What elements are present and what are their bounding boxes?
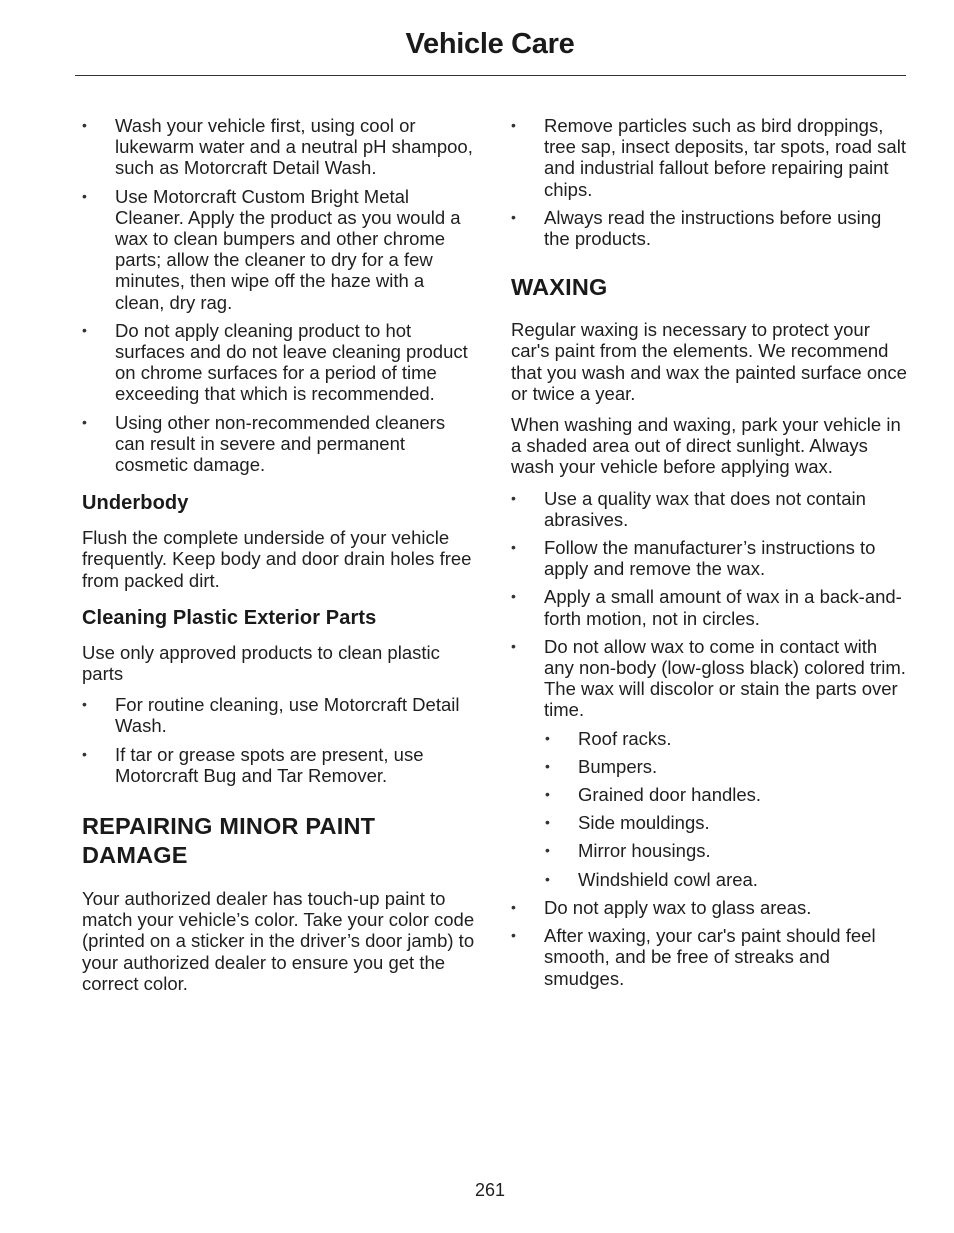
bullet-icon: • xyxy=(545,842,550,859)
bullet-icon: • xyxy=(545,814,550,831)
plastic-parts-text: Use only approved products to clean plastic parts xyxy=(82,641,440,685)
list-item: • Always read the instructions before using the products. xyxy=(511,206,882,250)
list-item: • Use Motorcraft Custom Bright Metal Cleaner. Apply the product as you would a wax to clean bumpers and other chrome parts; allow the cleaner to dry for a few minutes, then wipe off the haze with a clean, dry rag. xyxy=(82,185,461,313)
bullet-icon: • xyxy=(511,898,516,915)
bullet-icon: • xyxy=(511,637,516,654)
bullet-icon: • xyxy=(511,489,516,506)
bullet-icon: • xyxy=(82,745,87,762)
list-item: • Side mouldings. xyxy=(545,812,710,834)
trim-parts-nested-list xyxy=(511,728,911,890)
bullet-icon: • xyxy=(511,117,516,133)
list-item: • If tar or grease spots are present, use Motorcraft Bug and Tar Remover. xyxy=(82,743,424,786)
bullet-icon: • xyxy=(82,117,87,133)
bullet-icon: • xyxy=(511,208,516,225)
underbody-text: Flush the complete underside of your vehicle frequently. Keep body and door drain holes free from packed dirt. xyxy=(82,527,472,591)
bullet-icon: • xyxy=(82,321,87,338)
list-item: • Do not allow wax to come in contact with any non-body (low-gloss black) colored trim. The wax will discolor or stain the parts over time. xyxy=(511,635,906,721)
list-item: • Remove particles such as bird droppings, tree sap, insect deposits, tar spots, road salt and industrial fallout before repairing paint chips. xyxy=(511,115,906,200)
plastic-parts-bullet-list xyxy=(82,694,476,786)
plastic-parts-heading: Cleaning Plastic Exterior Parts xyxy=(82,606,377,629)
list-item: • Roof racks. xyxy=(545,727,672,749)
list-item: • Wash your vehicle first, using cool or lukewarm water and a neutral pH shampoo, such as Motorcraft Detail Wash. xyxy=(82,115,473,179)
bullet-icon: • xyxy=(82,696,87,713)
paint-chip-bullet-list xyxy=(511,115,911,249)
bullet-icon: • xyxy=(511,927,516,944)
repair-paint-text: Your authorized dealer has touch-up paint to match your vehicle’s color. Take your color code (printed on a sticker in the driver’s door jamb) to your authorized dealer to ensure you get the correct color. xyxy=(82,888,475,994)
waxing-heading: WAXING xyxy=(511,274,608,301)
list-item: • After waxing, your car's paint should feel smooth, and be free of streaks and smudges. xyxy=(511,925,876,989)
cleaning-bullet-list xyxy=(82,115,476,475)
page-title: Vehicle Care xyxy=(405,28,575,60)
bullet-icon: • xyxy=(545,870,550,887)
header-divider xyxy=(75,75,906,76)
list-item: • Windshield cowl area. xyxy=(545,868,758,890)
list-item: • Use a quality wax that does not contain abrasives. xyxy=(511,487,866,530)
list-item: • Using other non-recommended cleaners can result in severe and permanent cosmetic damage. xyxy=(82,411,446,476)
waxing-paragraph-1: Regular waxing is necessary to protect your car's paint from the elements. We recommend that you wash and wax the painted surface once or twice a year. xyxy=(511,319,907,404)
bullet-icon: • xyxy=(545,757,550,774)
list-item: • Grained door handles. xyxy=(545,784,762,806)
bullet-icon: • xyxy=(82,187,87,204)
list-item: • Follow the manufacturer’s instructions to apply and remove the wax. xyxy=(511,537,876,580)
bullet-icon: • xyxy=(545,729,550,746)
underbody-heading: Underbody xyxy=(82,492,189,515)
left-column xyxy=(82,115,476,1004)
repair-paint-heading: REPAIRING MINOR PAINT DAMAGE xyxy=(82,813,376,869)
list-item: • Apply a small amount of wax in a back-and-forth motion, not in circles. xyxy=(511,586,902,629)
waxing-bullet-list xyxy=(511,488,911,721)
list-item: • Do not apply wax to glass areas. xyxy=(511,896,812,918)
list-item: • Do not apply cleaning product to hot surfaces and do not leave cleaning product on chrome surfaces for a period of time exceeding that which is recommended. xyxy=(82,319,468,405)
bullet-icon: • xyxy=(82,413,87,430)
bullet-icon: • xyxy=(511,539,516,556)
bullet-icon: • xyxy=(511,588,516,605)
list-item: • Mirror housings. xyxy=(545,840,711,862)
waxing-final-bullet-list xyxy=(511,897,911,989)
right-column xyxy=(511,115,911,996)
page-number: 261 xyxy=(474,1180,506,1200)
list-item: • Bumpers. xyxy=(545,755,658,777)
bullet-icon: • xyxy=(545,786,550,803)
waxing-paragraph-2: When washing and waxing, park your vehicle in a shaded area out of direct sunlight. Always wash your vehicle before applying wax. xyxy=(511,414,901,478)
list-item: • For routine cleaning, use Motorcraft Detail Wash. xyxy=(82,694,460,737)
